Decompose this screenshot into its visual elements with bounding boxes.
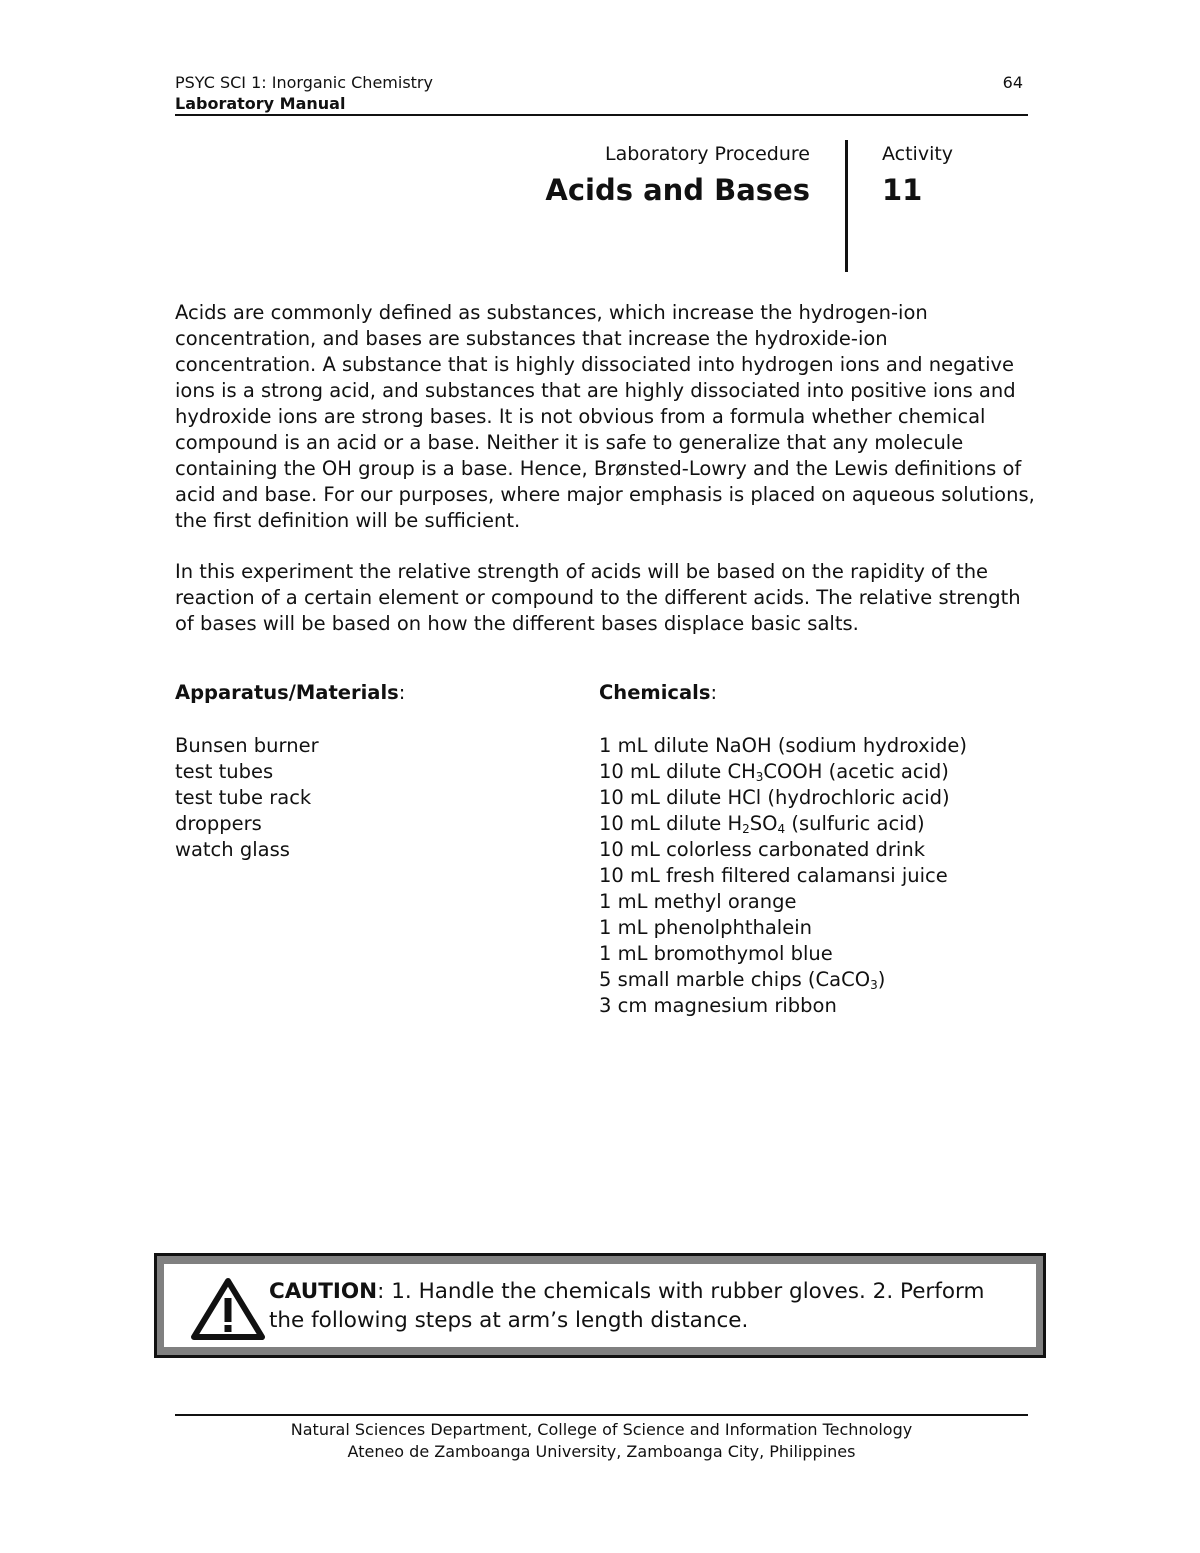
manual-title: Laboratory Manual [175, 94, 346, 113]
chemical-text-part: 10 mL dilute CH [599, 760, 756, 783]
chemical-item: 10 mL colorless carbonated drink [599, 838, 926, 861]
caution-message [269, 1277, 1008, 1335]
chemical-text-part: 5 small marble chips (CaCO [599, 968, 871, 991]
header-divider [175, 114, 1028, 116]
apparatus-heading-colon: : [398, 681, 406, 704]
chemicals-heading-text: Chemicals [599, 681, 711, 704]
running-header [175, 72, 1028, 114]
page-footer [175, 1419, 1028, 1463]
chemical-subscript: 3 [755, 770, 764, 784]
chemical-item [599, 759, 1039, 785]
apparatus-item: watch glass [175, 838, 290, 861]
chemical-item: 1 mL methyl orange [599, 890, 797, 913]
course-title: PSYC SCI 1: Inorganic Chemistry [175, 73, 433, 92]
chemical-subscript: 4 [777, 822, 786, 836]
apparatus-item: Bunsen burner [175, 734, 319, 757]
chemical-text-part: COOH (acetic acid) [763, 760, 949, 783]
apparatus-item: test tube rack [175, 786, 312, 809]
apparatus-heading [175, 680, 575, 706]
page-number: 64 [1002, 73, 1023, 92]
chemical-text-part: ) [877, 968, 886, 991]
activity-number: 11 [882, 173, 923, 207]
apparatus-item: droppers [175, 812, 262, 835]
chemical-item [599, 967, 1039, 993]
chemicals-heading-colon: : [710, 681, 718, 704]
procedure-kicker: Laboratory Procedure [604, 143, 810, 165]
experiment-paragraph: In this experiment the relative strength of acids will be based on the rapidity of the reaction of a certain element or compound to the different acids. The relative strength of bases will be based on how the different bases displace basic salts. [175, 560, 1021, 635]
apparatus-section [175, 680, 575, 863]
intro-paragraph: Acids are commonly defined as substances, which increase the hydrogen-ion concentration, and bases are substances that increase the hydroxide-ion concentration. A substance that is highly dissociated into hydrogen ions and negative ions is a strong acid, and substances that are highly dissociated into positive ions and hydroxide ions are strong bases. It is not obvious from a formula whether chemical compound is an acid or a base. Neither it is safe to generalize that any molecule containing the OH group is a base. Hence, Brønsted-Lowry and the Lewis definitions of acid and base. For our purposes, where major emphasis is placed on aqueous solutions, the first definition will be sufficient. [175, 301, 1035, 532]
chemical-item: 3 cm magnesium ribbon [599, 994, 837, 1017]
footer-department: Natural Sciences Department, College of Science and Information Technology [290, 1420, 913, 1439]
caution-text: : 1. Handle the chemicals with rubber gloves. 2. Perform the following steps at arm’s length distance. [269, 1279, 985, 1333]
chemical-subscript: 3 [870, 978, 878, 992]
chemicals-list [599, 733, 1039, 1019]
apparatus-heading-text: Apparatus/Materials [175, 681, 399, 704]
caution-box [154, 1253, 1046, 1358]
chemical-text-part: (sulfuric acid) [785, 812, 925, 835]
chemical-subscript: 2 [742, 822, 750, 836]
chemicals-section [599, 680, 1039, 1019]
activity-label: Activity [882, 143, 954, 165]
chemical-item: 10 mL dilute HCl (hydrochloric acid) [599, 786, 950, 809]
chemical-item: 1 mL dilute NaOH (sodium hydroxide) [599, 734, 968, 757]
page-title: Acids and Bases [545, 173, 810, 207]
caution-box-inner [164, 1264, 1036, 1347]
chemical-item [599, 811, 1039, 837]
chemical-text-part: SO [749, 812, 778, 835]
chemical-item: 10 mL fresh filtered calamansi juice [599, 864, 948, 887]
warning-triangle-icon [190, 1276, 266, 1342]
footer-divider [175, 1414, 1028, 1416]
caution-label: CAUTION [269, 1279, 378, 1304]
apparatus-list [175, 733, 575, 863]
chemicals-heading [599, 680, 1039, 706]
activity-block [882, 140, 953, 210]
chemical-item: 1 mL phenolphthalein [599, 916, 812, 939]
apparatus-item: test tubes [175, 760, 274, 783]
footer-university: Ateneo de Zamboanga University, Zamboanga City, Philippines [347, 1442, 856, 1461]
chemical-text-part: 10 mL dilute H [599, 812, 743, 835]
chemical-item: 1 mL bromothymol blue [599, 942, 833, 965]
procedure-title-block [380, 140, 810, 210]
title-vertical-divider [845, 140, 848, 272]
